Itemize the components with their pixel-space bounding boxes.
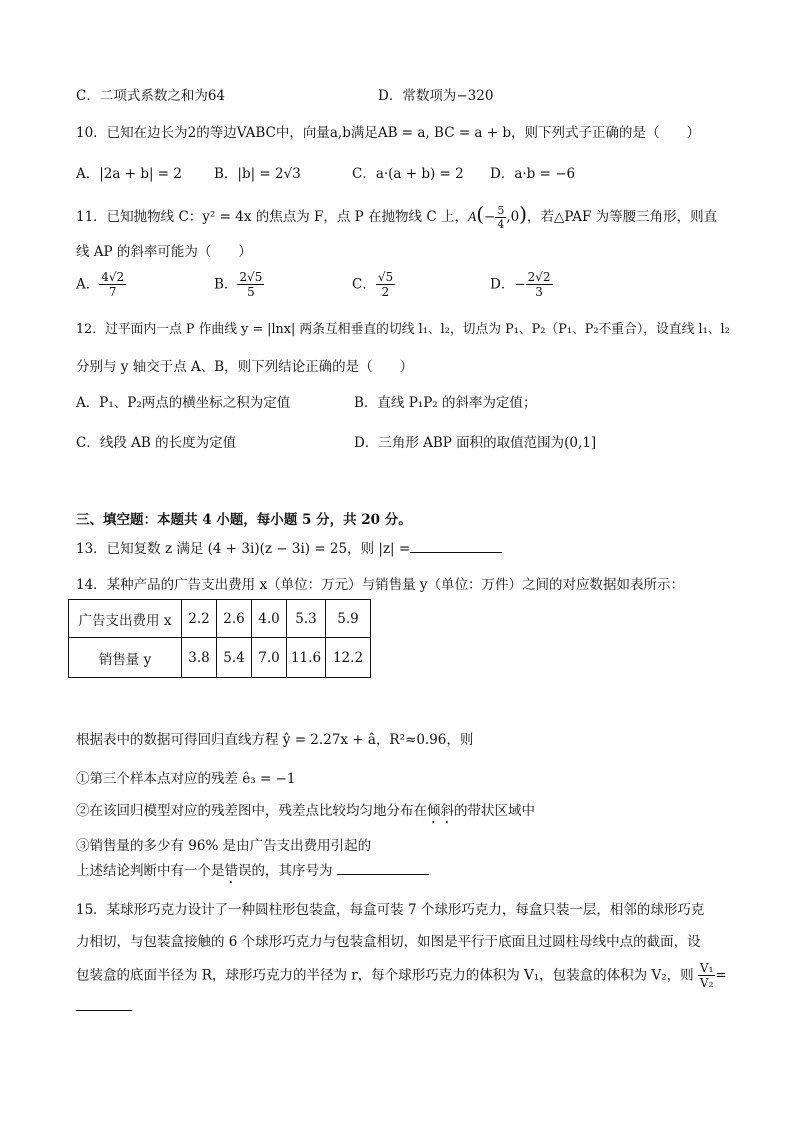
q11-stem-line1: 11．已知抛物线 C：y² = 4x 的焦点为 F，点 P 在抛物线 C 上，A(− $\frac{5}{4}$ ,0)，若△PAF 为等腰三角形，则直 — [76, 202, 718, 231]
q15-line-1: 15．某球形巧克力设计了一种圆柱形包装盒，每盒可装 7 个球形巧克力，每盒只装一层，相邻的球形巧克 — [76, 902, 705, 918]
table-cell: 2.6 — [217, 600, 252, 638]
section-3-heading: 三、填空题：本题共 4 小题，每小题 5 分，共 20 分。 — [76, 512, 412, 528]
q14-statement-2: ②在该回归模型对应的残差图中，残差点比较均匀地分布在倾斜的带状区域中 — [76, 803, 535, 819]
table-cell: 5.4 — [217, 638, 252, 678]
q14-statement-1: ①第三个样本点对应的残差 ê₃ = −1 — [76, 771, 296, 787]
q14-statement-3: ③销售量的多少有 96% 是由广告支出费用引起的 — [76, 838, 372, 854]
q11-stem-line2: 线 AP 的斜率可能为（ ） — [76, 244, 252, 260]
q13-answer-blank — [410, 538, 502, 553]
q12-option-d: D．三角形 ABP 面积的取值范围为(0,1] — [354, 435, 597, 451]
table-row-label: 销售量 y — [69, 638, 182, 678]
q14-data-table — [68, 599, 371, 678]
q15-ratio-fraction: $\frac{\text{V₁}}{\text{V₂}}$ — [699, 961, 714, 991]
q14-answer-blank — [337, 860, 429, 875]
q10-option-c: C．a·(a + b) = 2 — [352, 166, 464, 182]
q10-option-a: A．|2a + b| = 2 — [76, 166, 183, 182]
q10-option-d: D．a·b = −6 — [490, 166, 576, 182]
q14-regression: 根据表中的数据可得回归直线方程 ŷ = 2.27x + â，R²≈0.96，则 — [76, 732, 474, 748]
q15-line-3: 包装盒的底面半径为 R，球形巧克力的半径为 r，每个球形巧克力的体积为 V₁，包装盒的体积为 V₂，则 $\frac{\text{V₁}}{\text{V₂}}$ = — [76, 961, 727, 991]
q11-point-a: A — [467, 209, 477, 224]
q14-conclusion: 上述结论判断中有一个是错误的，其序号为 — [76, 859, 429, 887]
table-row — [69, 600, 371, 638]
table-row-label: 广告支出费用 x — [69, 600, 182, 638]
q15-answer-blank — [76, 1010, 132, 1011]
table-cell: 7.0 — [252, 638, 287, 678]
q10-stem: 10．已知在边长为2的等边VABC中，向量a,b满足AB = a, BC = a + b，则下列式子正确的是（ ） — [76, 125, 701, 141]
q11-stem-part1: 11．已知抛物线 C：y² = 4x 的焦点为 F，点 P 在抛物线 C 上， — [76, 209, 468, 225]
q11-point-fraction: $\frac{5}{4}$ — [497, 203, 505, 231]
q11-stem-part2: ，若△PAF 为等腰三角形，则直 — [527, 209, 718, 225]
table-cell: 5.9 — [326, 600, 371, 638]
table-cell: 11.6 — [287, 638, 326, 678]
q12-stem-line1: 12．过平面内一点 P 作曲线 y = |lnx| 两条互相垂直的切线 l₁、l₂，切点为 P₁、P₂（P₁、P₂不重合），设直线 l₁、l₂ — [76, 322, 730, 337]
q9-option-c: C．二项式系数之和为64 — [76, 88, 226, 104]
q13-stem: 13．已知复数 z 满足 (4 + 3i)(z − 3i) = 25，则 |z| = — [76, 537, 502, 557]
table-cell: 12.2 — [326, 638, 371, 678]
table-cell: 5.3 — [287, 600, 326, 638]
q15-line-2: 力相切，与包装盒接触的 6 个球形巧克力与包装盒相切，如图是平行于底面且过圆柱母线中点的截面，设 — [76, 934, 701, 950]
q12-stem-line2: 分别与 y 轴交于点 A、B，则下列结论正确的是（ ） — [76, 359, 414, 375]
table-cell: 3.8 — [182, 638, 217, 678]
q11-option-a: A． $\frac{4√2}{7}$ — [76, 270, 125, 300]
table-cell: 4.0 — [252, 600, 287, 638]
q12-option-a: A．P₁、P₂两点的横坐标之积为定值 — [76, 395, 291, 411]
q9-option-d: D．常数项为−320 — [378, 88, 494, 104]
q10-option-b: B．|b| = 2√3 — [214, 166, 301, 182]
q11-option-c: C． $\frac{√5}{2}$ — [352, 270, 394, 300]
table-cell: 2.2 — [182, 600, 217, 638]
q12-option-b: B．直线 P₁P₂ 的斜率为定值； — [354, 395, 537, 411]
table-row — [69, 638, 371, 678]
q12-option-c: C．线段 AB 的长度为定值 — [76, 435, 237, 451]
q11-option-b: B． $\frac{2√5}{5}$ — [214, 270, 263, 300]
q11-option-d: D．− $\frac{2√2}{3}$ — [490, 270, 551, 300]
q14-stem: 14．某种产品的广告支出费用 x（单位：万元）与销售量 y（单位：万件）之间的对应数据如表所示： — [76, 577, 684, 593]
